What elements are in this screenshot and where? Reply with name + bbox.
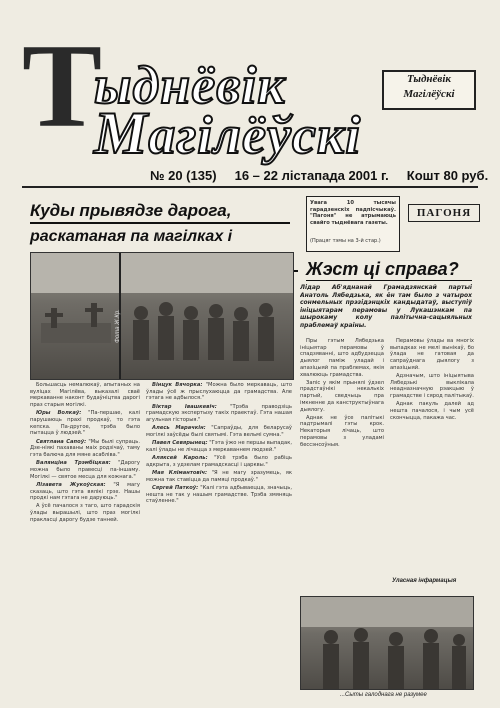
masthead-big-letter: Т [22, 19, 97, 152]
speaker-3: Алесь Марачкін: [152, 425, 206, 432]
person-2: Святлана Сапоў: [36, 438, 87, 445]
masthead-divider [22, 186, 478, 188]
bottom-photo [300, 596, 474, 690]
middle-column-text: Вінцук Вячорка: "Можна было меркаваць, што ўлады ўсё ж прыслухаюцца да грамадства. Але гэтага не адбылося." Віктар Івашкевіч: "Трэба праводзіць грамадскую экспертызу такіх праектаў. Гэта нашая агульная гісторыя." Алесь Марачкін: "Сапраўды, для беларусаў могілкі заўсёды былі святымі. Гэта вельмі сумна." Павел Севярынец: "Гэта ўжо не першы выпадак, калі ўлады не лічацца з меркаваннем людзей." Аляксей Кароль: "Усё трэба было рабіць адкрыта, з удзелам грамадскасці і царквы." Мая Клімантовіч: "Я не магу зразумець, як можна так ставіцца да памяці продкаў." Сяргей Паткоў: "Калі гэта адбываецца, значыць, нешта не так у нашым грамадстве. Трэба змяняць стаўленне." [146, 382, 292, 505]
small-logo-line2: Магілёўскі [403, 88, 455, 100]
issue-number: № 20 (135) [150, 168, 217, 183]
masthead-title-line2-text: агілёўскі [148, 105, 362, 165]
right-signature: Уласная інфармацыя [392, 578, 457, 584]
masthead-title-line1: ыднёвік [94, 55, 286, 115]
bottom-photo-caption: ...Сыты галоднага не разумее [340, 692, 427, 698]
issue-price: Кошт 80 руб. [406, 168, 489, 183]
right-column-2: Перамовы ўлады ва многіх выпадках не мелі вынікаў, бо ўлада не гатовая да сапраўднага дыялогу з апазіцыяй. Адзначым, што ініцыятыва Лябедзькі выклікала неадназначную рэакцыю ў грамадстве і сярод палітыкаў. Аднак пакуль далей ад нешта пачалося, і чым усё скончыцца, пакажа час. [390, 338, 474, 421]
speaker-4: Павел Севярынец: [152, 440, 208, 447]
promo-box [306, 196, 400, 252]
right-lead: Лідар Аб'яднанай Грамадзянскай партыі Анатоль Лябедзька, як ён там было з чатырох сонмельных прэзідэнцкіх кандыдатаў, выступіў ініцыятарам перамовы у Лукашэнкам па шырокаму колу палітычна-сацыяльных праблемаў краіны. [300, 284, 472, 329]
main-headline-line2: раскатаная па магілках і [30, 226, 298, 272]
promo-text: Увага 10 тысячы гарадзенскіх падпісчыкаў. "Пагоня" не атрымаюць свайго тыднёвага газеты. [310, 200, 396, 227]
issue-dates: 16 – 22 лістапада 2001 г. [234, 168, 389, 183]
main-headline-line1: Куды прывядзе дарога, [30, 200, 290, 224]
promo-small-text: (Працяг тэмы на 3-й стар.) [310, 238, 381, 244]
speaker-6: Мая Клімантовіч: [152, 469, 208, 476]
speaker-5: Аляксей Кароль: [152, 455, 208, 462]
issue-bar [150, 168, 488, 183]
masthead-title-line2: Магілёўскі [94, 100, 362, 166]
speaker-2: Віктар Івашкевіч: [152, 403, 217, 410]
people-illustration [301, 597, 473, 689]
speaker-7: Сяргей Паткоў: [152, 484, 199, 491]
small-logo-line1: Тыднёвік [407, 73, 451, 85]
right-headline: Жэст ці справа? [306, 258, 472, 281]
masthead [22, 6, 478, 166]
patonia-logo: ПАГОНЯ [408, 204, 480, 222]
left-column-text: Большасць немалюкаў, апытаных на вуліцах Магілёва, выказалі сваё меркаванне наконт будаўніцтва дарогі праз старыя могілкі. Юры Волкаў: "Па-першае, калі парушаюць прахі продкаў, то гэта кепска. Па-другое, трэба было пытацца ў людзей." Святлана Сапоў: "Мы былі супраць. Дзе-ніякі пахаваны маіх родзічаў, таму гэта балюча для мяне асабліва." Валянціна Трэмбіцкая: "Дарогу можна было правесці па-іншаму. Могілкі — святое месца для кожнага." Лізавета Жукоўская: "Я магу сказаць, што гэта вялікі грэх. Нашы продкі нам гэтага не даруюць." А ўсё пачалося з таго, што гарадскія ўлады вырашылі, што праз могілкі пракласці дарогу будзе танней. [30, 382, 140, 523]
person-1: Юры Волкаў: [36, 410, 82, 417]
person-3: Валянціна Трэмбіцкая: [36, 460, 111, 467]
speaker-1: Вінцук Вячорка: [152, 382, 203, 388]
small-logo [382, 70, 476, 110]
main-photo [30, 252, 294, 380]
crowd-illustration [31, 253, 293, 379]
person-4: Лізавета Жукоўская: [36, 481, 106, 488]
right-column-1: Пры гэтым Лябедзька ініцыятар перамовы ў спадзяванні, што адбудзецца дыялог паміж уладай і апазіцыяй па праблемах, якія хвалююць грамадства. Запіс у якім прынялі ўдзел прадстаўнікі некалькіх партый, сведчыць пра імкненне да канструктыўнага дыялогу. Аднак не ўсе палітыкі падтрымалі гэты крок. Некаторыя лічаць, што перамовы з уладамі бессэнсоўныя. [300, 338, 384, 448]
photo-credit: Фота Ж.Кр. [114, 309, 121, 343]
